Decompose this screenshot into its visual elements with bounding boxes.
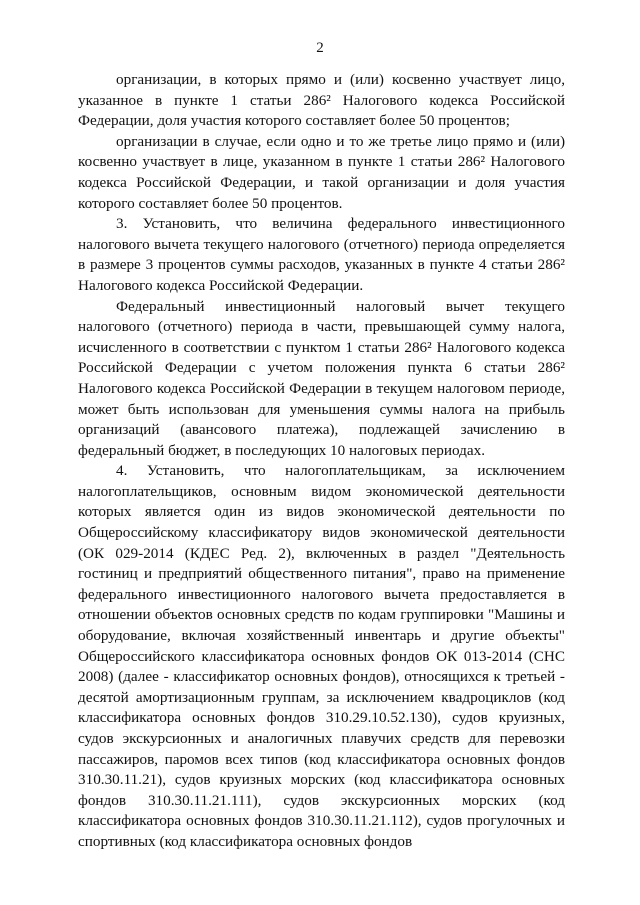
paragraph: организации в случае, если одно и то же третье лицо прямо и (или) косвенно участвует в лице, указанном в пункте 1 статьи 286² Налогового кодекса Российской Федерации, и такой организации и доля участия которого составляет более 50 процентов. <box>78 132 565 212</box>
paragraph: Федеральный инвестиционный налоговый вычет текущего налогового (отчетного) периода в части, превышающей сумму налога, исчисленного в соответствии с пунктом 1 статьи 286² Налогового кодекса Российской Федерации с учетом положения пункта 6 статьи 286² Налогового кодекса Российской Федерации в текущем налоговом периоде, может быть использован для уменьшения суммы налога на прибыль организаций (авансового платежа), подлежащей зачислению в федеральный бюджет, в последующих 10 налоговых периодах. <box>78 297 565 459</box>
paragraph: 4. Установить, что налогоплательщикам, за исключением налогоплательщиков, основным видом экономической деятельности которых является один из видов экономической деятельности по Общероссийскому классификатору видов экономической деятельности (ОК 029-2014 (КДЕС Ред. 2), включенных в раздел "Деятельность гостиниц и предприятий общественного питания", право на применение федерального инвестиционного налогового вычета предоставляется в отношении объектов основных средств по кодам группировки "Машины и оборудование, включая хозяйственный инвентарь и другие объекты" Общероссийского классификатора основных фондов ОК 013-2014 (СНС 2008) (далее - классификатор основных фондов), относящихся к третьей - десятой амортизационным группам, за исключением квадроциклов (код классификатора основных фондов 310.29.10.52.130), судов круизных, судов экскурсионных и аналогичных плавучих средств для перевозки пассажиров, паромов всех типов (код классификатора основных фондов 310.30.11.21), судов круизных морских (код классификатора основных фондов 310.30.11.21.111), судов экскурсионных морских (код классификатора основных фондов 310.30.11.21.112), судов прогулочных и спортивных (код классификатора основных фондов <box>78 462 565 850</box>
document-body <box>78 70 565 853</box>
paragraph: организации, в которых прямо и (или) косвенно участвует лицо, указанное в пункте 1 статьи 286² Налогового кодекса Российской Федерации, доля участия которого составляет более 50 процентов; <box>78 71 565 130</box>
page-number: 2 <box>316 40 324 56</box>
paragraph: 3. Установить, что величина федерального инвестиционного налогового вычета текущего налогового (отчетного) периода определяется в размере 3 процентов суммы расходов, указанных в пункте 4 статьи 286² Налогового кодекса Российской Федерации. <box>78 215 565 294</box>
